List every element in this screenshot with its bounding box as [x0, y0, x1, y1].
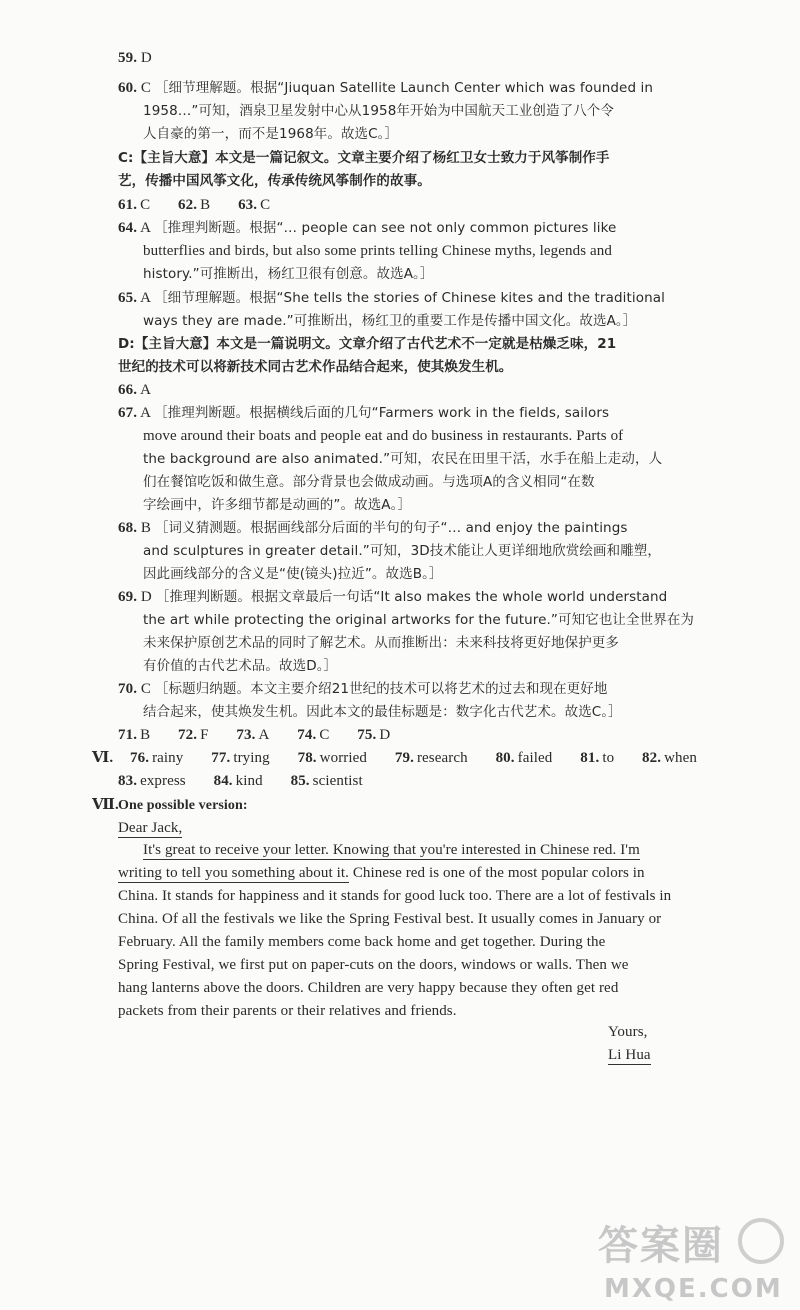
passage-summary-d: D:【主旨大意】本文是一篇说明文。文章介绍了古代艺术不一定就是枯燥乏味，21 — [118, 336, 617, 352]
question-number: 59. — [118, 50, 138, 66]
answer-word: to — [602, 750, 615, 766]
section-6-row-1 — [92, 748, 721, 768]
answer-66 — [118, 380, 151, 400]
passage-summary-c: C:【主旨大意】本文是一篇记叙文。文章主要介绍了杨红卫女士致力于风筝制作手 — [118, 150, 610, 166]
question-number: 82. — [642, 750, 662, 766]
answer-word: kind — [235, 773, 263, 789]
answer-item — [496, 750, 565, 766]
answer-letter: B — [140, 520, 152, 536]
question-number: 79. — [394, 750, 414, 766]
question-number: 77. — [211, 750, 231, 766]
question-number: 71. — [118, 727, 138, 743]
answer-69 — [118, 587, 667, 607]
answer-letter: A — [140, 382, 152, 398]
answer-letter: C — [140, 197, 151, 213]
explanation-line: 字绘画中，许多细节都是动画的”。故选A。］ — [143, 497, 412, 513]
section-title: One possible version: — [118, 798, 248, 813]
watermark-url: MXQE.COM — [604, 1274, 783, 1304]
signature-text: Li Hua — [608, 1047, 651, 1063]
question-number: 60. — [118, 80, 138, 96]
question-number: 64. — [118, 220, 138, 236]
section-numeral: Ⅵ. — [92, 750, 114, 766]
answer-letter: A — [140, 220, 151, 236]
explanation-line: and sculptures in greater detail.”可知，3D技术能让人更详细地欣赏绘画和雕塑， — [143, 543, 662, 559]
letter-text: Chinese red is one of the most popular colors in — [348, 865, 645, 881]
explanation-line: ［词义猜测题。根据画线部分后面的半句的句子“… and enjoy the paintings — [154, 520, 628, 536]
question-number: 81. — [580, 750, 600, 766]
answer-item — [297, 727, 341, 743]
explanation-line: 有价值的古代艺术品。故选D。］ — [143, 658, 338, 674]
question-number: 69. — [118, 589, 138, 605]
answer-item — [118, 773, 198, 789]
answer-68 — [118, 518, 628, 538]
answer-item — [130, 750, 195, 766]
answer-letter: D — [140, 589, 152, 605]
watermark-logo — [590, 1214, 790, 1304]
answer-item — [395, 750, 480, 766]
answer-letter: C — [260, 197, 271, 213]
letter-line: hang lanterns above the doors. Children are very happy because they often get red — [118, 980, 619, 996]
question-number: 76. — [130, 750, 150, 766]
answer-item — [642, 750, 709, 766]
answer-word: failed — [517, 750, 553, 766]
explanation-line: ［推理判断题。根据“… people can see not only common pictures like — [154, 220, 617, 236]
letter-greeting — [118, 818, 182, 838]
answer-70 — [118, 679, 607, 699]
answer-letter: B — [200, 197, 211, 213]
question-number: 83. — [118, 773, 138, 789]
explanation-line: 人自豪的第一，而不是1968年。故选C。］ — [143, 126, 399, 142]
answer-item — [357, 727, 402, 743]
question-number: 85. — [290, 773, 310, 789]
answer-letter: F — [200, 727, 209, 743]
explanation-line: 因此画线部分的含义是“使(镜头)拉近”。故选B。］ — [143, 566, 443, 582]
question-number: 65. — [118, 290, 138, 306]
letter-line: China. Of all the festivals we like the Spring Festival best. It usually comes in January or — [118, 911, 662, 927]
letter-line: February. All the family members come back home and get together. During the — [118, 934, 606, 950]
letter-line: Spring Festival, we first put on paper-cuts on the doors, windows or walls. Then we — [118, 957, 629, 973]
letter-text: It's great to receive your letter. Knowing that you're interested in Chinese red. I'm — [143, 842, 640, 858]
answer-letter: A — [140, 405, 151, 421]
answer-letter: C — [140, 681, 152, 697]
letter-signature — [608, 1045, 651, 1065]
answer-word: when — [664, 750, 697, 766]
explanation-line: the art while protecting the original artworks for the future.”可知它也让全世界在为 — [143, 612, 695, 628]
answer-item — [214, 773, 275, 789]
answer-letter: C — [319, 727, 330, 743]
answer-word: research — [416, 750, 468, 766]
letter-text: writing to tell you something about it. — [118, 865, 349, 881]
explanation-line: ways they are made.”可推断出，杨红卫的重要工作是传播中国文化。故选A。］ — [143, 313, 637, 329]
answer-59 — [118, 48, 152, 68]
answer-item — [298, 750, 379, 766]
question-number: 66. — [118, 382, 138, 398]
answer-word: worried — [319, 750, 368, 766]
letter-line: China. It stands for happiness and it stands for good luck too. There are a lot of festivals in — [118, 888, 672, 904]
answer-letter: A — [258, 727, 270, 743]
greeting-text: Dear Jack, — [118, 820, 183, 836]
answer-word: rainy — [152, 750, 184, 766]
passage-summary-d: 世纪的技术可以将新技术同古艺术作品结合起来，使其焕发生机。 — [118, 359, 513, 375]
answer-item — [178, 727, 221, 743]
answer-word: scientist — [312, 773, 363, 789]
question-number: 73. — [236, 727, 256, 743]
explanation-line: ［标题归纳题。本文主要介绍21世纪的技术可以将艺术的过去和现在更好地 — [154, 681, 608, 697]
answer-item — [238, 197, 282, 213]
question-number: 70. — [118, 681, 138, 697]
letter-line: packets from their parents or their relatives and friends. — [118, 1003, 457, 1019]
letter-closing: Yours, — [608, 1024, 648, 1040]
question-number: 61. — [118, 197, 138, 213]
section-7-heading — [92, 795, 248, 816]
passage-summary-c: 艺，传播中国风筝文化，传承传统风筝制作的故事。 — [118, 173, 431, 189]
explanation-line: the background are also animated.”可知，农民在田里干活，水手在船上走动，人 — [143, 451, 663, 467]
explanation-line: 1958…”可知，酒泉卫星发射中心从1958年开始为中国航天工业创造了八个令 — [143, 103, 615, 119]
question-number: 74. — [297, 727, 317, 743]
answer-item — [118, 197, 162, 213]
explanation-line: ［推理判断题。根据横线后面的几句“Farmers work in the fields, sailors — [154, 405, 610, 421]
answer-letter: D — [140, 50, 152, 66]
answer-item — [236, 727, 281, 743]
answer-67 — [118, 403, 609, 423]
explanation-line: 结合起来，使其焕发生机。因此本文的最佳标题是：数字化古代艺术。故选C。］ — [143, 704, 622, 720]
answer-letter: D — [379, 727, 391, 743]
question-number: 80. — [495, 750, 515, 766]
answers-71-75 — [118, 725, 414, 745]
question-number: 68. — [118, 520, 138, 536]
answer-item — [178, 197, 222, 213]
answer-60 — [118, 78, 653, 98]
answer-letter: A — [140, 290, 151, 306]
answer-letter: B — [140, 727, 151, 743]
question-number: 78. — [297, 750, 317, 766]
answer-letter: C — [140, 80, 152, 96]
question-number: 84. — [213, 773, 233, 789]
explanation-line: move around their boats and people eat and do business in restaurants. Parts of — [143, 428, 624, 444]
answer-item — [118, 727, 162, 743]
section-6-row-2 — [118, 771, 387, 791]
explanation-line: history.”可推断出，杨红卫很有创意。故选A。］ — [143, 266, 434, 282]
answer-item — [580, 750, 626, 766]
explanation-line: ［细节理解题。根据“Jiuquan Satellite Launch Center which was founded in — [154, 80, 654, 96]
question-number: 63. — [238, 197, 258, 213]
question-number: 62. — [178, 197, 198, 213]
answer-item — [211, 750, 282, 766]
section-numeral: Ⅶ. — [92, 797, 119, 813]
letter-line — [143, 840, 640, 860]
explanation-line: 们在餐馆吃饭和做生意。部分背景也会做成动画。与选项A的含义相同“在数 — [143, 474, 595, 490]
question-number: 67. — [118, 405, 138, 421]
question-number: 72. — [178, 727, 198, 743]
answers-61-63 — [118, 195, 294, 215]
answer-65 — [118, 288, 665, 308]
explanation-line: butterflies and birds, but also some prints telling Chinese myths, legends and — [143, 243, 612, 259]
answer-word: trying — [233, 750, 270, 766]
watermark-text: 答案圈 — [598, 1223, 724, 1269]
explanation-line: 未来保护原创艺术品的同时了解艺术。从而推断出：未来科技将更好地保护更多 — [143, 635, 619, 651]
answer-word: express — [140, 773, 186, 789]
question-number: 75. — [357, 727, 377, 743]
explanation-line: ［细节理解题。根据“She tells the stories of Chinese kites and the traditional — [154, 290, 665, 306]
explanation-line: ［推理判断题。根据文章最后一句话“It also makes the whole world understand — [155, 589, 668, 605]
answer-item — [291, 773, 375, 789]
answer-64 — [118, 218, 616, 238]
letter-line — [118, 863, 645, 883]
watermark-circle-icon — [738, 1218, 784, 1264]
